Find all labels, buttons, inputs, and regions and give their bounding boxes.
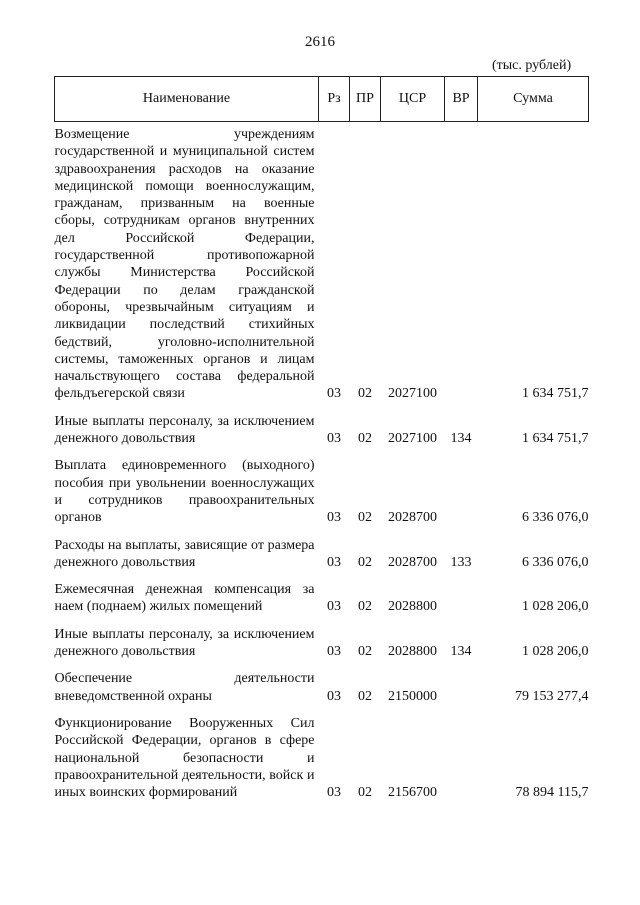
- row-sum: 1 634 751,7: [522, 386, 589, 402]
- header-rz: Рз: [319, 77, 350, 122]
- row-sum: 78 894 115,7: [515, 785, 589, 801]
- row-name: Иные выплаты персоналу, за исключением денежного довольствия: [54, 626, 315, 660]
- table-row: [55, 616, 589, 661]
- row-vr: [445, 447, 478, 526]
- units-label: (тыс. рублей): [492, 58, 572, 73]
- row-csr: 2156700: [388, 785, 437, 801]
- table-row: [55, 571, 589, 616]
- row-sum: 1 634 751,7: [522, 431, 589, 447]
- row-name: Выплата единовременного (выходного) пособия при увольнении военнослужащих и сотрудников правоохранительных органов: [54, 458, 315, 526]
- row-rz: 03: [327, 785, 341, 801]
- row-vr: [445, 660, 478, 705]
- row-name: Иные выплаты персоналу, за исключением денежного довольствия: [54, 413, 315, 447]
- row-csr: 2027100: [388, 386, 437, 402]
- row-pr: 02: [358, 599, 372, 615]
- row-csr: 2028700: [388, 510, 437, 526]
- table-row: [55, 122, 589, 403]
- header-csr: ЦСР: [381, 77, 445, 122]
- row-name: Расходы на выплаты, зависящие от размера денежного довольствия: [54, 537, 315, 570]
- page-number: 2616: [305, 34, 335, 50]
- row-rz: 03: [327, 599, 341, 615]
- row-pr: 02: [358, 688, 372, 704]
- row-rz: 03: [327, 510, 341, 526]
- row-csr: 2027100: [388, 431, 437, 447]
- row-rz: 03: [327, 431, 341, 447]
- row-sum: 1 028 206,0: [522, 599, 589, 615]
- row-sum: 79 153 277,4: [515, 688, 589, 704]
- table-header-row: [55, 77, 589, 122]
- table-row: [55, 660, 589, 705]
- row-csr: 2028800: [388, 599, 437, 615]
- row-rz: 03: [327, 688, 341, 704]
- row-rz: 03: [327, 386, 341, 402]
- row-rz: 03: [327, 554, 341, 570]
- row-sum: 6 336 076,0: [522, 554, 589, 570]
- row-vr: 133: [450, 554, 472, 570]
- row-pr: 02: [358, 554, 372, 570]
- table-row: [55, 527, 589, 572]
- row-pr: 02: [358, 386, 372, 402]
- row-name: Возмещение учреждениям государственной и муниципальной систем здравоохранения расходов на оказание медицинской помощи военнослужащим, гражданам, призванным на военные сборы, сотрудникам органов внутренних дел Российской Федерации, государственной противопожарной службы Министерства Российской Федерации по делам гражданской обороны, чрезвычайным ситуациям и ликвидации последствий стихийных бедствий, уголовно-исполнительной системы, таможенных органов и лицам начальствующего состава федеральной фельдъегерской связи: [54, 127, 315, 402]
- row-name: Ежемесячная денежная компенсация за наем (поднаем) жилых помещений: [54, 582, 315, 615]
- budget-table: [54, 76, 589, 801]
- row-vr: 134: [450, 431, 472, 447]
- header-vr: ВР: [445, 77, 478, 122]
- row-pr: 02: [358, 431, 372, 447]
- row-sum: 1 028 206,0: [522, 644, 589, 660]
- row-pr: 02: [358, 510, 372, 526]
- table-row: [55, 447, 589, 526]
- row-pr: 02: [358, 644, 372, 660]
- table-body: [55, 122, 589, 802]
- row-rz: 03: [327, 644, 341, 660]
- row-csr: 2028700: [388, 554, 437, 570]
- header-sum: Сумма: [478, 77, 589, 122]
- row-vr: [445, 122, 478, 403]
- row-name: Функционирование Вооруженных Сил Российской Федерации, органов в сфере национальной безопасности и правоохранительной деятельности, войск и иных воинских формирований: [54, 715, 315, 801]
- row-pr: 02: [358, 785, 372, 801]
- row-name: Обеспечение деятельности вневедомственной охраны: [54, 671, 315, 704]
- row-csr: 2028800: [388, 644, 437, 660]
- row-vr: 134: [450, 644, 472, 660]
- table-row: [55, 705, 589, 801]
- header-pr: ПР: [350, 77, 381, 122]
- header-name: Наименование: [55, 77, 319, 122]
- row-csr: 2150000: [388, 688, 437, 704]
- row-vr: [445, 705, 478, 801]
- table-row: [55, 403, 589, 448]
- row-vr: [445, 571, 478, 616]
- row-sum: 6 336 076,0: [522, 510, 589, 526]
